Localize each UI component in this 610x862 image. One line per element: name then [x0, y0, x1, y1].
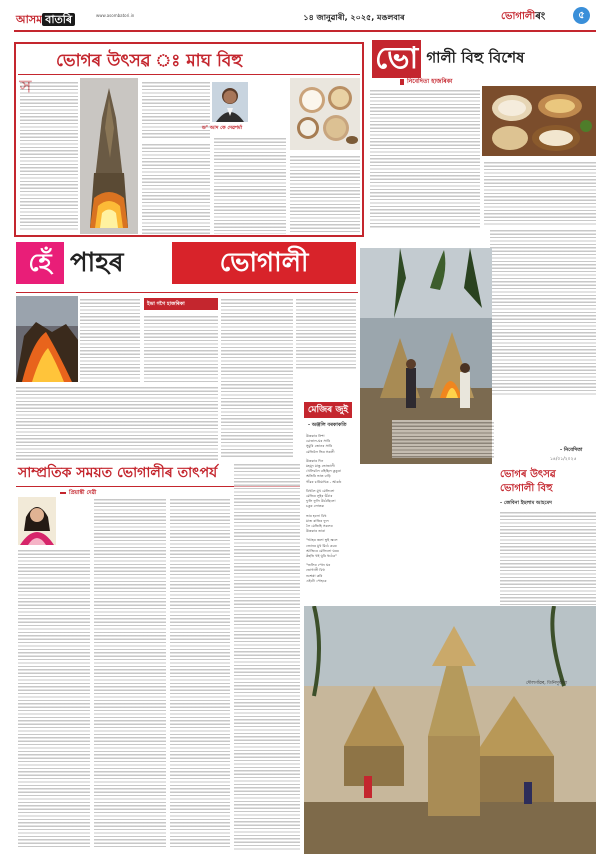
- article2-date: ১৪/০১/২০২৫: [550, 457, 577, 462]
- article2-right-text: [490, 228, 596, 396]
- section-part1: ভোগালী: [501, 11, 536, 22]
- byline-marker-icon: [400, 79, 404, 85]
- section-title: [501, 9, 545, 26]
- banner-part3: ভোগালী: [172, 242, 356, 284]
- banner-column3-text: [221, 297, 293, 459]
- poem-line: গাঁৱৰ চাৰিমাখক - আকণ্ঠ: [306, 479, 342, 484]
- article1-title: ভোগৰ উৎসৱ ঃ মাঘ বিহু: [56, 51, 243, 71]
- poem-line: এইটো পোহৰে: [306, 578, 327, 583]
- article1-column2b-text: [142, 142, 210, 234]
- poem-line: ভাৰ হলো বিহু: [306, 513, 327, 518]
- logo-part2: বাতৰি: [42, 13, 75, 26]
- poem-line: ভোগালী বিহু: [306, 568, 325, 573]
- poem-line: উৰুকাৰ নিশা: [306, 434, 325, 438]
- bhelaghar-photo: [304, 606, 596, 854]
- article1-title-rule: [18, 74, 360, 75]
- poem-stanza: [306, 489, 388, 510]
- poem-stanza: [306, 563, 388, 584]
- article3-column4-text: [234, 462, 300, 850]
- poem-line: চকুৰ লোতক: [306, 504, 325, 509]
- poem-line: উৰুকাৰ দিন: [306, 458, 324, 463]
- poem-title: মেজিৰ জুই: [304, 402, 352, 418]
- article2-title: [372, 40, 524, 80]
- poem-line: মহমূদ মান্তু ভোজালী: [306, 464, 335, 469]
- byline-pen-icon: [60, 492, 66, 494]
- poem-author: - অঞ্জলি বৰকাকতি: [308, 422, 347, 428]
- poem-line: অতিৰি ভাত বাঢ়ি: [306, 474, 331, 479]
- banner-rule: [16, 292, 358, 293]
- author-portrait: [212, 82, 248, 122]
- article2-column2-text: [484, 160, 596, 226]
- date-label: ১৪ জানুৱাৰী, ২০২৫, মঙলবাৰ: [303, 13, 405, 22]
- poem-stanza: [306, 538, 388, 559]
- article2-byline: [400, 76, 453, 87]
- banner-byline-text: ইভা গগৈ হাজৰিকা: [147, 301, 185, 307]
- poem-line: সুমুৰি জোনৰ সাৰি: [306, 444, 333, 449]
- article-magh-bihu: [14, 42, 364, 237]
- poem-line: আজিৰে মেলিলো ঘৰৰ: [306, 548, 339, 553]
- article3-title: সাম্প্ৰতিক সময়ত ভোগালীৰ তাৎপৰ্য: [18, 465, 218, 481]
- article1-byline: ড° আদ কে দেৱশৰ্মা: [202, 125, 243, 131]
- banner-byline: [144, 298, 218, 310]
- banner-column1-text: [80, 297, 140, 383]
- article4-title-line2: ভোগালী বিহু: [500, 483, 553, 494]
- poem-line: বিহুলৈ মুখ মেলিলো: [306, 488, 335, 493]
- article2-lower-text: [392, 420, 494, 458]
- poem-line: "জলিৰ পোন ঘৰ: [306, 563, 331, 568]
- poem-line: শুশ্ৰূষা কৰি: [306, 573, 323, 578]
- article4-byline: - জেবিনা ইছলাম আহমেদ: [500, 500, 552, 506]
- logo-part1: আসম: [16, 13, 43, 26]
- article3-column3-text: [170, 497, 230, 849]
- article3-column1-text: [18, 548, 90, 848]
- poem-line: লৈ মেজিহি সকলৰ: [306, 524, 333, 529]
- poem-line: ফুলি ফুলি উঠেছিলো: [306, 499, 336, 504]
- banner-part1: হেঁ: [16, 242, 64, 284]
- poem-line: মেজিলৈ ভিৰ সকলী: [306, 449, 335, 454]
- article1-column2-text: [142, 80, 210, 138]
- banner-lower-text: [16, 385, 218, 461]
- masthead: [14, 6, 596, 38]
- article2-signature: - নিবেদিতা: [560, 447, 583, 453]
- poem-line: খেলিবলৈ বহিছিল কুকুৰা: [306, 469, 341, 474]
- poem-line: উৰুকাৰ তাৰা: [306, 529, 326, 534]
- poem-line: জোনৰ মুখ মিঠে কবৰ: [306, 543, 337, 548]
- banner-part2: পাহৰ: [70, 248, 124, 278]
- poem-line: মাজ ৰাতিৰ ফুল: [306, 518, 329, 523]
- article1-column3-text: [214, 136, 286, 234]
- poem-line: "আহৰ জ্বলা ভুই জ্বলে: [306, 538, 338, 543]
- article2-title-rest: গালী বিহু বিশেষ: [426, 48, 525, 67]
- poem-line: কঁহতি হুই ঘুৰি হুঠেও": [306, 554, 337, 559]
- article2-title-initial: ভো: [372, 40, 421, 78]
- bhelaghar-caption: দৌলগাঁৱৰ, তিনিসুকীয়া: [526, 681, 568, 686]
- haystack-fire-photo: [16, 296, 78, 382]
- article4-title-line1: ভোগৰ উৎসৱ: [500, 469, 556, 480]
- section-part2: ৰং: [535, 11, 546, 22]
- poem-line: চোতাল-ঘৰ সাৰি: [306, 439, 331, 444]
- page-number: ৫: [573, 7, 590, 24]
- pitha-bowls-photo: [290, 78, 360, 150]
- poem-stanza: [306, 514, 388, 535]
- logo: [16, 8, 75, 28]
- banner-column4-text: [296, 297, 356, 369]
- article2-byline-text: নিবেদিতা হাজৰিকা: [407, 78, 453, 85]
- article3-byline: [60, 490, 96, 498]
- masthead-rule: [14, 30, 596, 32]
- article2-intro-text: [370, 88, 480, 228]
- banner-column2-text: [144, 314, 218, 384]
- poem-line: মেজিৰ লুইৰ উঠাৰ: [306, 494, 333, 499]
- article3-column2-text: [94, 497, 166, 849]
- woman-portrait: [18, 497, 56, 545]
- article3-byline-text: প্ৰিয়াঙ্কী দেৱী: [69, 490, 97, 496]
- bihu-food-photo: [482, 86, 596, 156]
- article1-column1-text: [20, 80, 78, 232]
- banner-hepahar-bhogali: [16, 240, 358, 288]
- website-label: www.asombatori.in: [96, 13, 135, 18]
- meji-bonfire-photo: [80, 78, 138, 234]
- article1-column4-text: [290, 154, 360, 234]
